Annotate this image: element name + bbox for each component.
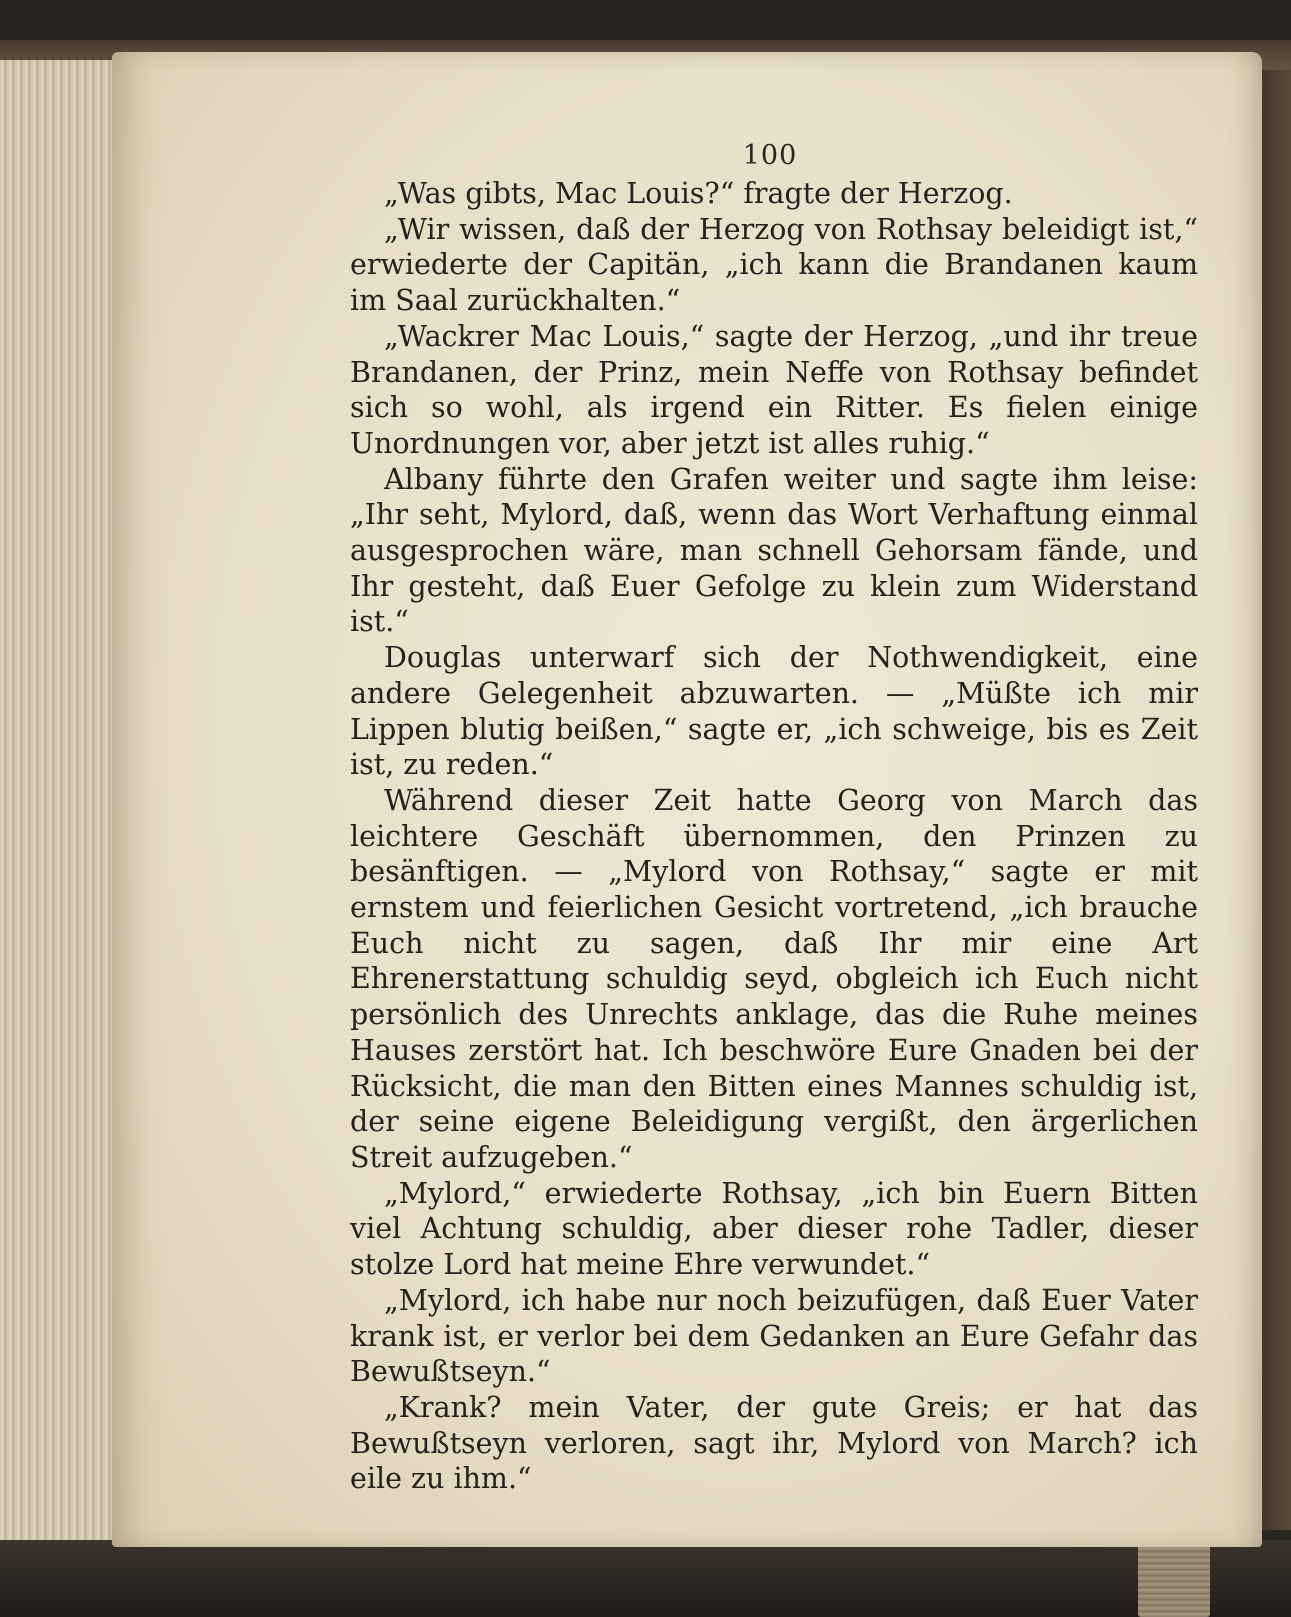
paragraph-8: „Mylord, ich habe nur noch beizufügen, daß Euer Vater krank ist, er verlor bei dem Gedanken an Eure Gefahr das Bewußtseyn.“ — [350, 1283, 1198, 1389]
paragraph-4: Albany führte den Grafen weiter und sagte ihm leise: „Ihr seht, Mylord, daß, wenn das Wort Verhaftung einmal ausgesprochen wäre, man schnell Gehorsam fände, und Ihr gesteht, daß Euer Gefolge zu klein zum Widerstand ist.“ — [350, 462, 1198, 639]
page-text — [350, 176, 1198, 1497]
paragraph-7: „Mylord,“ erwiederte Rothsay, „ich bin Euern Bitten viel Achtung schuldig, aber dieser rohe Tadler, dieser stolze Lord hat meine Ehre verwundet.“ — [350, 1176, 1198, 1282]
paragraph-2: „Wir wissen, daß der Herzog von Rothsay beleidigt ist,“ erwiederte der Capitän, „ich kann die Brandanen kaum im Saal zurückhalten.“ — [350, 212, 1198, 318]
book-cover-bottom — [0, 1540, 1291, 1617]
paragraph-6: Während dieser Zeit hatte Georg von March das leichtere Geschäft übernommen, den Prinzen zu besänftigen. — „Mylord von Rothsay,“ sagte er mit ernstem und feierlichen Gesicht vortretend, „ich brauche Euch nicht zu sagen, daß Ihr mir eine Art Ehrenerstattung schuldig seyd, obgleich ich Euch nicht persönlich des Unrechts anklage, das die Ruhe meines Hauses zerstört hat. Ich beschwöre Eure Gnaden bei der Rücksicht, die man den Bitten eines Mannes schuldig ist, der seine eigene Beleidigung vergißt, den ärgerlichen Streit aufzugeben.“ — [350, 783, 1198, 1174]
page-number: 100 — [742, 140, 798, 171]
paragraph-9: „Krank? mein Vater, der gute Greis; er hat das Bewußtseyn verloren, sagt ihr, Mylord von March? ich eile zu ihm.“ — [350, 1390, 1198, 1496]
paragraph-3: „Wackrer Mac Louis,“ sagte der Herzog, „und ihr treue Brandanen, der Prinz, mein Neffe von Rothsay befindet sich so wohl, als irgend ein Ritter. Es fielen einige Unordnungen vor, aber jetzt ist alles ruhig.“ — [350, 319, 1198, 460]
paragraph-5: Douglas unterwarf sich der Nothwendigkeit, eine andere Gelegenheit abzuwarten. — „Müßte ich mir Lippen blutig beißen,“ sagte er, „ich schweige, bis es Zeit ist, zu reden.“ — [350, 641, 1198, 782]
page-stack-left — [0, 60, 122, 1550]
paragraph-1: „Was gibts, Mac Louis?“ fragte der Herzog. — [384, 177, 1013, 210]
